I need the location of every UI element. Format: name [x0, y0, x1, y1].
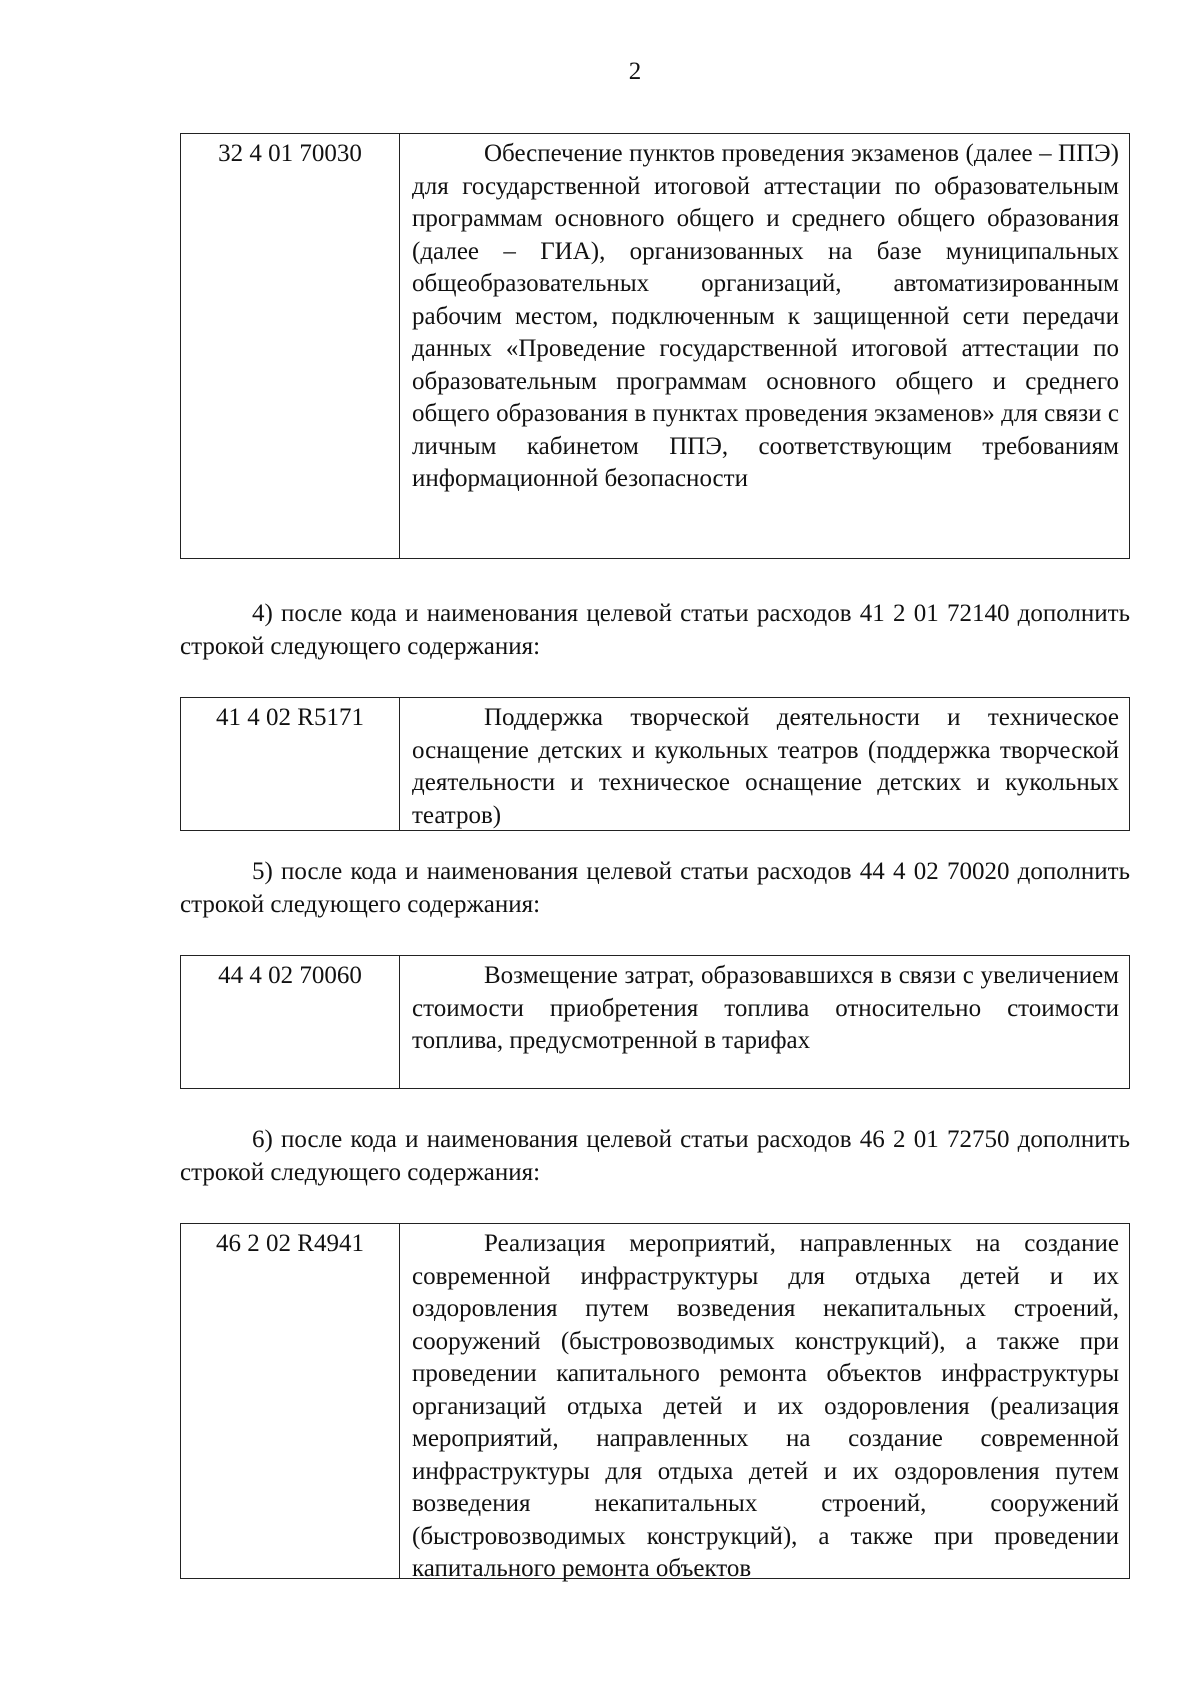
code-cell: 46 2 02 R4941 [181, 1224, 400, 1578]
code-cell: 44 4 02 70060 [181, 956, 400, 1088]
instruction-paragraph-6: 6) после кода и наименования целевой статьи расходов 46 2 01 72750 дополнить строкой следующего содержания: [180, 1126, 1130, 1186]
page-number: 2 [628, 58, 642, 85]
code-cell: 32 4 01 70030 [181, 134, 400, 558]
code-cell: 41 4 02 R5171 [181, 698, 400, 830]
description-cell: Возмещение затрат, образовавшихся в связи с увеличением стоимости приобретения топлива относительно стоимости топлива, предусмотренной в тарифах [412, 962, 1119, 1054]
description-cell: Поддержка творческой деятельности и техническое оснащение детских и кукольных театров (поддержка творческой деятельности и техническое оснащение детских и кукольных театров) [412, 704, 1119, 829]
entry-table-3 [180, 955, 1130, 1089]
description-cell: Обеспечение пунктов проведения экзаменов (далее – ППЭ) для государственной итоговой аттестации по образовательным программам основного общего и среднего общего образования (далее – ГИА), организованных на базе муниципальных общеобразовательных организаций, автоматизированным рабочим местом, подключенным к защищенной сети передачи данных «Проведение государственной итоговой аттестации по образовательным программам основного общего и среднего общего образования в пунктах проведения экзаменов» для связи с личным кабинетом ППЭ, соответствующим требованиям информационной безопасности [412, 140, 1119, 492]
entry-table-4 [180, 1223, 1130, 1582]
entry-table-2 [180, 697, 1130, 831]
instruction-paragraph-5: 5) после кода и наименования целевой статьи расходов 44 4 02 70020 дополнить строкой следующего содержания: [180, 858, 1130, 918]
instruction-paragraph-4: 4) после кода и наименования целевой статьи расходов 41 2 01 72140 дополнить строкой следующего содержания: [180, 600, 1130, 660]
description-cell: Реализация мероприятий, направленных на создание современной инфраструктуры для отдыха детей и их оздоровления путем возведения некапитальных строений, сооружений (быстровозводимых конструкций), а также при проведении капитального ремонта объектов инфраструктуры организаций отдыха детей и их оздоровления (реализация мероприятий, направленных на создание современной инфраструктуры для отдыха детей и их оздоровления путем возведения некапитальных строений, сооружений (быстровозводимых конструкций), а также при проведении капитального ремонта объектов [412, 1230, 1119, 1582]
entry-table-1 [180, 133, 1130, 559]
